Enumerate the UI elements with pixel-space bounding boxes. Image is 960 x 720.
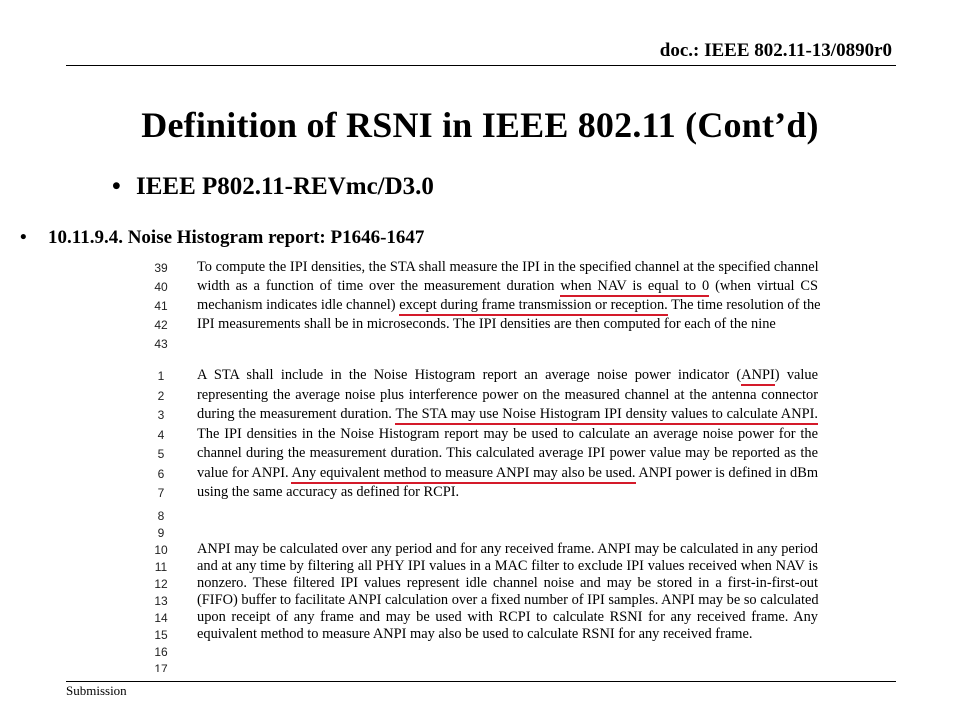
text-run: value for ANPI.	[197, 464, 292, 481]
text-run: The time resolution of the	[667, 297, 821, 313]
bullet-item-2-text: 10.11.9.4. Noise Histogram report: P1646-1647	[48, 227, 425, 248]
footer-submission: Submission	[66, 683, 127, 698]
excerpt-line	[148, 506, 826, 523]
excerpt-line	[148, 557, 826, 574]
footer-divider	[66, 681, 896, 682]
excerpt-line-text	[197, 541, 818, 558]
excerpt-line-text	[197, 558, 818, 575]
excerpt-line-text	[197, 445, 818, 462]
text-run: during the measurement duration.	[197, 406, 396, 422]
text-run: upon receipt of any frame and may be used with RCPI to calculate RSNI for any received frame. Any	[197, 609, 818, 625]
excerpt-line	[148, 591, 826, 608]
excerpt-line-text	[197, 406, 818, 423]
excerpt-paragraph-2	[148, 366, 826, 503]
text-run: To compute the IPI densities, the STA shall measure the IPI in the specified channel at the specified channel	[197, 259, 819, 275]
line-number: 43	[154, 337, 168, 351]
underlined-phrase: ANPI	[741, 367, 775, 386]
header-divider	[66, 65, 896, 66]
line-number: 4	[157, 427, 165, 442]
excerpt-line-text	[197, 278, 818, 295]
excerpt-line	[148, 425, 826, 445]
excerpt-line	[148, 315, 826, 334]
bullet-glyph: •	[20, 227, 27, 248]
text-run: channel during the measurement duration. This calculated average IPI power value may be reported as the	[197, 445, 818, 461]
text-run: and at any time by filtering all PHY IPI values in a MAC filter to exclude IPI values received when NAV is	[197, 558, 818, 574]
bullet-item-1	[112, 173, 434, 201]
excerpt-line-text	[197, 626, 818, 643]
excerpt-line	[148, 296, 826, 315]
text-run: nonzero. These filtered IPI values represent idle channel noise and may be stored in a first-in-first-out	[197, 575, 818, 591]
excerpt-line-text	[197, 316, 818, 333]
underlined-phrase: Any equivalent method to measure ANPI may also be used.	[291, 465, 635, 484]
line-number: 9	[157, 526, 165, 540]
excerpt-line-text	[197, 426, 818, 443]
line-number: 11	[154, 560, 168, 574]
excerpt-line	[148, 574, 826, 591]
excerpt-line-text	[197, 592, 818, 609]
bullet-item-2	[20, 227, 424, 249]
excerpt-line-text	[197, 465, 818, 482]
text-run: IPI measurements shall be in microseconds. The IPI densities are then computed for each of the nine	[197, 316, 776, 332]
line-number: 42	[154, 318, 168, 332]
excerpt-line	[148, 642, 826, 659]
excerpt-line	[148, 625, 826, 642]
text-run: mechanism indicates idle channel)	[197, 297, 400, 313]
bullet-item-1-text: IEEE P802.11-REVmc/D3.0	[136, 173, 434, 200]
excerpt-line	[148, 464, 826, 484]
line-number: 16	[154, 645, 168, 659]
excerpt-line	[148, 444, 826, 464]
excerpt-paragraph-1	[148, 258, 826, 353]
doc-id: doc.: IEEE 802.11-13/0890r0	[659, 40, 892, 61]
excerpt-line	[148, 523, 826, 540]
excerpt-line-text	[197, 575, 818, 592]
line-number: 5	[157, 447, 165, 461]
excerpt-line-text	[197, 609, 818, 626]
spec-excerpt-image	[148, 258, 826, 672]
excerpt-line	[148, 258, 826, 277]
line-number: 12	[154, 577, 168, 591]
text-run: ANPI may be calculated over any period and for any received frame. ANPI may be calculated in any period	[197, 541, 818, 557]
line-number: 3	[157, 408, 165, 422]
line-number: 8	[157, 509, 165, 523]
excerpt-paragraph-3	[148, 540, 826, 672]
text-run: (when virtual CS	[709, 278, 818, 294]
excerpt-line	[148, 366, 826, 386]
text-run: using the same accuracy as defined for RCPI.	[197, 484, 460, 500]
line-number: 40	[154, 280, 168, 294]
excerpt-line	[148, 608, 826, 625]
slide-title: Definition of RSNI in IEEE 802.11 (Cont’d)	[141, 105, 819, 145]
line-number: 41	[154, 299, 168, 313]
text-run: (FIFO) buffer to facilitate ANPI calculation over a fixed number of IPI samples. ANPI may be so calculated	[197, 592, 819, 608]
line-number: 1	[157, 369, 165, 383]
underlined-phrase: The STA may use Noise Histogram IPI density values to calculate ANPI.	[395, 406, 818, 425]
line-number: 13	[154, 594, 168, 608]
line-number: 17	[154, 662, 168, 672]
line-number: 39	[154, 261, 168, 275]
excerpt-line	[148, 540, 826, 557]
excerpt-line	[148, 277, 826, 296]
excerpt-line-text	[197, 387, 818, 404]
excerpt-blank-lines	[148, 506, 826, 540]
text-run: ) value	[774, 367, 818, 383]
excerpt-line	[148, 386, 826, 406]
line-number: 10	[154, 543, 168, 557]
excerpt-line-text	[197, 484, 818, 501]
line-number: 7	[157, 486, 165, 500]
line-number: 14	[154, 611, 168, 625]
text-run: A STA shall include in the Noise Histogram report an average noise power indicator (	[197, 367, 742, 383]
excerpt-line-text	[197, 259, 818, 276]
excerpt-line	[148, 483, 826, 503]
excerpt-line-text	[197, 367, 818, 384]
text-run: representing the average noise plus interference power on the measured channel at the antenna connector	[197, 386, 818, 403]
bullet-glyph: •	[112, 173, 121, 200]
text-run: The IPI densities in the Noise Histogram report may be used to calculate an average noise power for the	[197, 425, 818, 442]
text-run: width as a function of time over the measurement duration	[197, 278, 561, 294]
line-number: 2	[157, 388, 165, 403]
text-run: ANPI power is defined in dBm	[635, 464, 819, 481]
underlined-phrase: except during frame transmission or reception.	[399, 297, 668, 316]
line-number: 15	[154, 628, 168, 642]
excerpt-line	[148, 659, 826, 672]
text-run: equivalent method to measure ANPI may also be used to calculate RSNI for any received frame.	[197, 626, 753, 642]
underlined-phrase: when NAV is equal to 0	[560, 278, 709, 297]
excerpt-line	[148, 334, 826, 353]
excerpt-line	[148, 405, 826, 425]
line-number: 6	[157, 466, 165, 481]
excerpt-line-text	[197, 297, 821, 314]
